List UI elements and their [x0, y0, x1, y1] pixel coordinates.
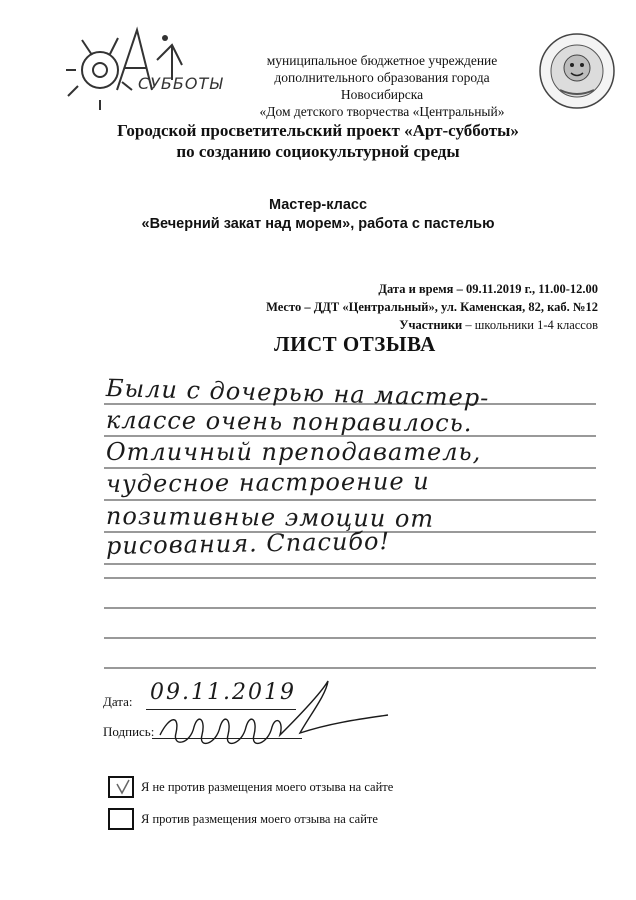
feedback-line: Были с дочерью на мастер- — [105, 374, 490, 413]
checkmark-icon — [114, 778, 132, 796]
date-label: Дата: — [103, 694, 133, 709]
feedback-line: классе очень понравилось. — [105, 406, 473, 438]
signature-label: Подпись: — [103, 724, 155, 739]
feedback-line: рисования. Спасибо! — [105, 527, 391, 560]
feedback-line: чудесное настроение и — [105, 467, 430, 498]
agree-label: Я не против размещения моего отзыва на сайте — [141, 780, 394, 794]
art-subboty-logo — [62, 20, 232, 110]
event-details — [266, 280, 598, 334]
institution-name: муниципальное бюджетное учреждение дополнительного образования города Новосибирска «Дом детского творчества «Центральный» — [259, 53, 505, 119]
participants-row: Участники – школьники 1-4 классов — [399, 318, 598, 332]
project-title: Городской просветительский проект «Арт-субботы» по созданию социокультурной среды — [117, 121, 519, 161]
handwritten-signature — [150, 675, 390, 755]
feedback-line: Отличный преподаватель, — [106, 438, 482, 466]
disagree-checkbox[interactable] — [108, 808, 134, 830]
ddt-emblem-icon — [538, 32, 616, 110]
agree-checkbox[interactable] — [108, 776, 134, 798]
sheet-title: ЛИСТ ОТЗЫВА — [274, 332, 436, 356]
datetime-row: Дата и время – 09.11.2019 г., 11.00-12.00 — [378, 282, 598, 296]
feedback-line: позитивные эмоции от — [105, 502, 435, 533]
master-class-heading: Мастер-класс «Вечерний закат над морем», работа с пастелью — [141, 197, 495, 232]
place-row: Место – ДДТ «Центральный», ул. Каменская, 82, каб. №12 — [266, 300, 598, 314]
disagree-label: Я против размещения моего отзыва на сайте — [141, 812, 378, 826]
logo-text: СУББОТЫ — [138, 74, 224, 93]
date-value: 09.11.2019 — [150, 680, 296, 705]
